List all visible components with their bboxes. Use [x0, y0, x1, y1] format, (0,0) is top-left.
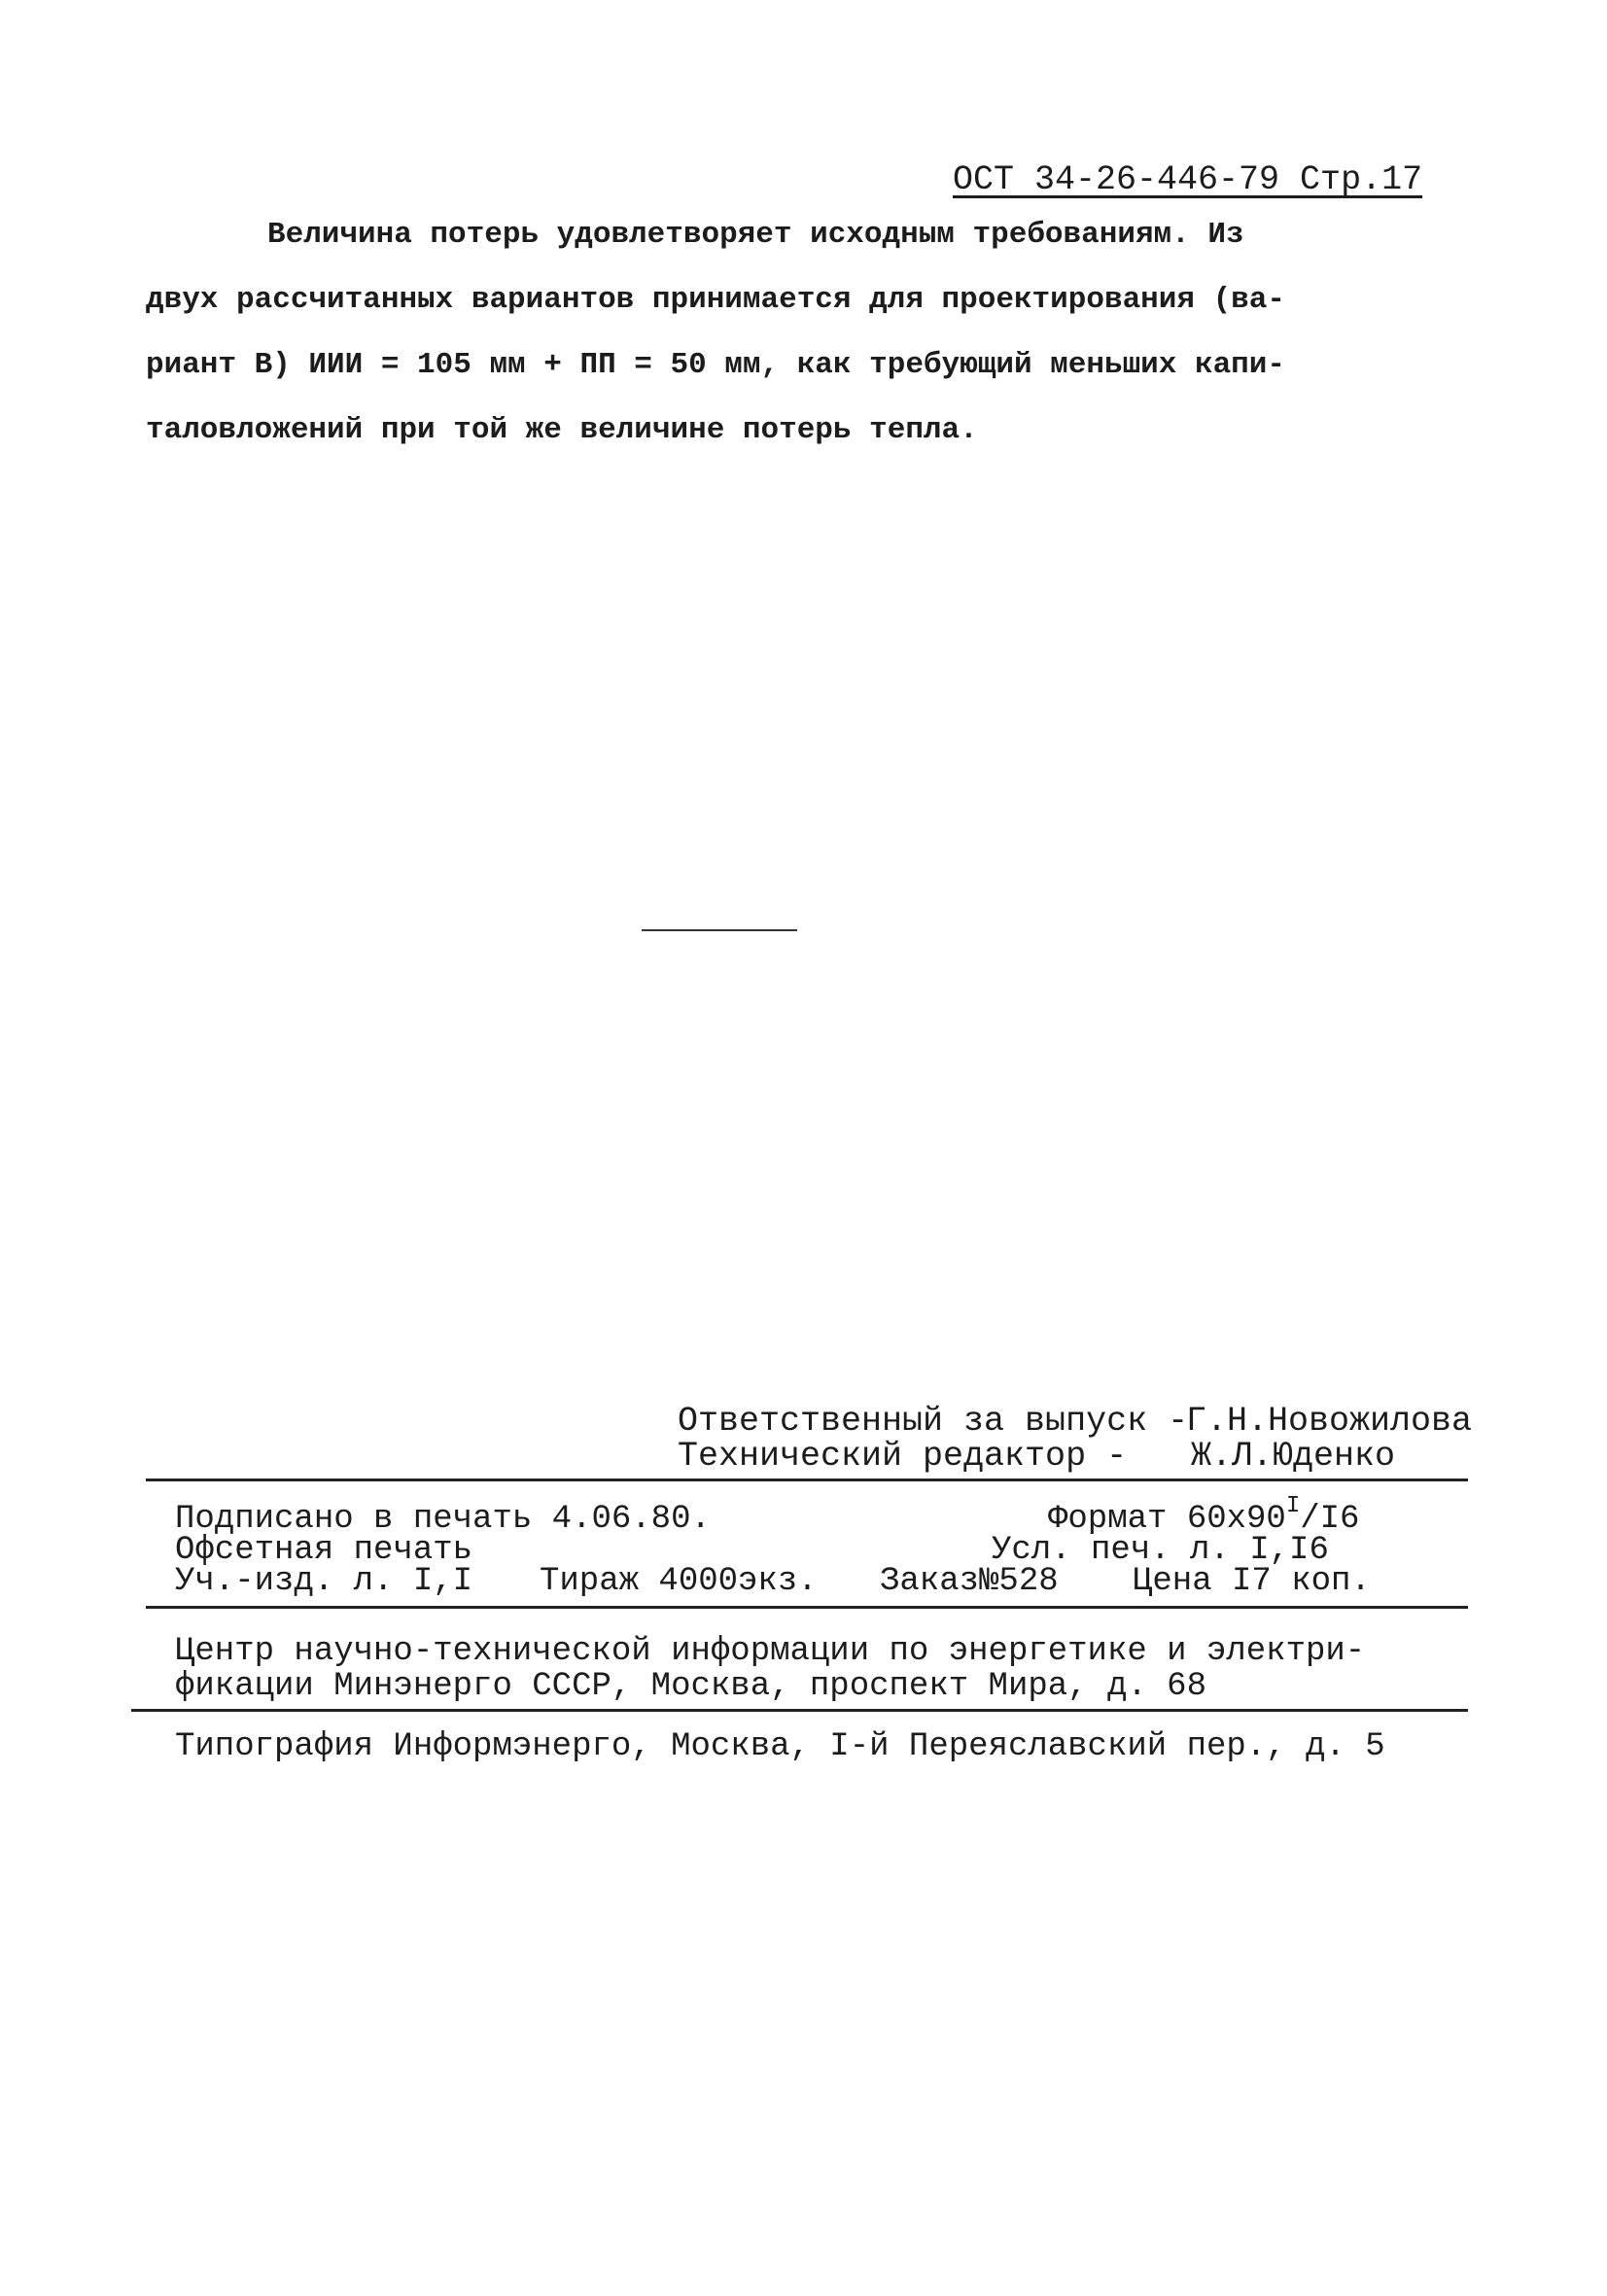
offset-printing: Офсетная печать — [175, 1532, 473, 1569]
format-superscript: I — [1285, 1493, 1301, 1519]
publisher-line: Центр научно-технической информации по энергетике и электри- — [175, 1633, 1366, 1670]
body-line: двух рассчитанных вариантов принимается для проектирования (ва- — [146, 283, 1285, 317]
divider-line — [146, 1606, 1468, 1609]
printing-house: Типография Информэнерго, Москва, I-й Переяславский пер., д. 5 — [175, 1728, 1385, 1765]
price: Цена I7 коп. — [1133, 1563, 1371, 1600]
body-line: риант В) ИИИ = 105 мм + ПП = 50 мм, как требующий меньших капи- — [146, 348, 1285, 382]
conventional-sheets: Усл. печ. л. I,I6 — [992, 1532, 1329, 1569]
end-of-text-dash — [642, 929, 797, 931]
document-code-header: ОСТ 34-26-446-79 Стр.17 — [953, 160, 1423, 199]
body-line: Величина потерь удовлетворяет исходным требованиям. Из — [267, 218, 1244, 252]
divider-line — [131, 1709, 1468, 1712]
format-main: Формат 60х90 — [1048, 1501, 1286, 1538]
divider-line — [146, 1478, 1468, 1481]
print-run: Тираж 4000экз. — [540, 1563, 818, 1600]
publisher-line: фикации Минэнерго СССР, Москва, проспект Мира, д. 68 — [175, 1668, 1206, 1705]
editor-name: Ж.Л.Юденко — [1191, 1437, 1396, 1476]
signed-to-print: Подписано в печать 4.06.80. — [175, 1501, 711, 1538]
responsible-label: Ответственный за выпуск - — [678, 1402, 1189, 1441]
editor-label: Технический редактор - — [678, 1437, 1128, 1476]
responsible-name: Г.Н.Новожилова — [1186, 1402, 1473, 1441]
body-paragraph — [146, 202, 1410, 463]
body-line: таловложений при той же величине потерь тепла. — [146, 413, 978, 447]
format-tail: /I6 — [1300, 1501, 1360, 1538]
order-number: Заказ№528 — [880, 1563, 1059, 1600]
edu-publishing-sheets: Уч.-изд. л. I,I — [175, 1563, 473, 1600]
